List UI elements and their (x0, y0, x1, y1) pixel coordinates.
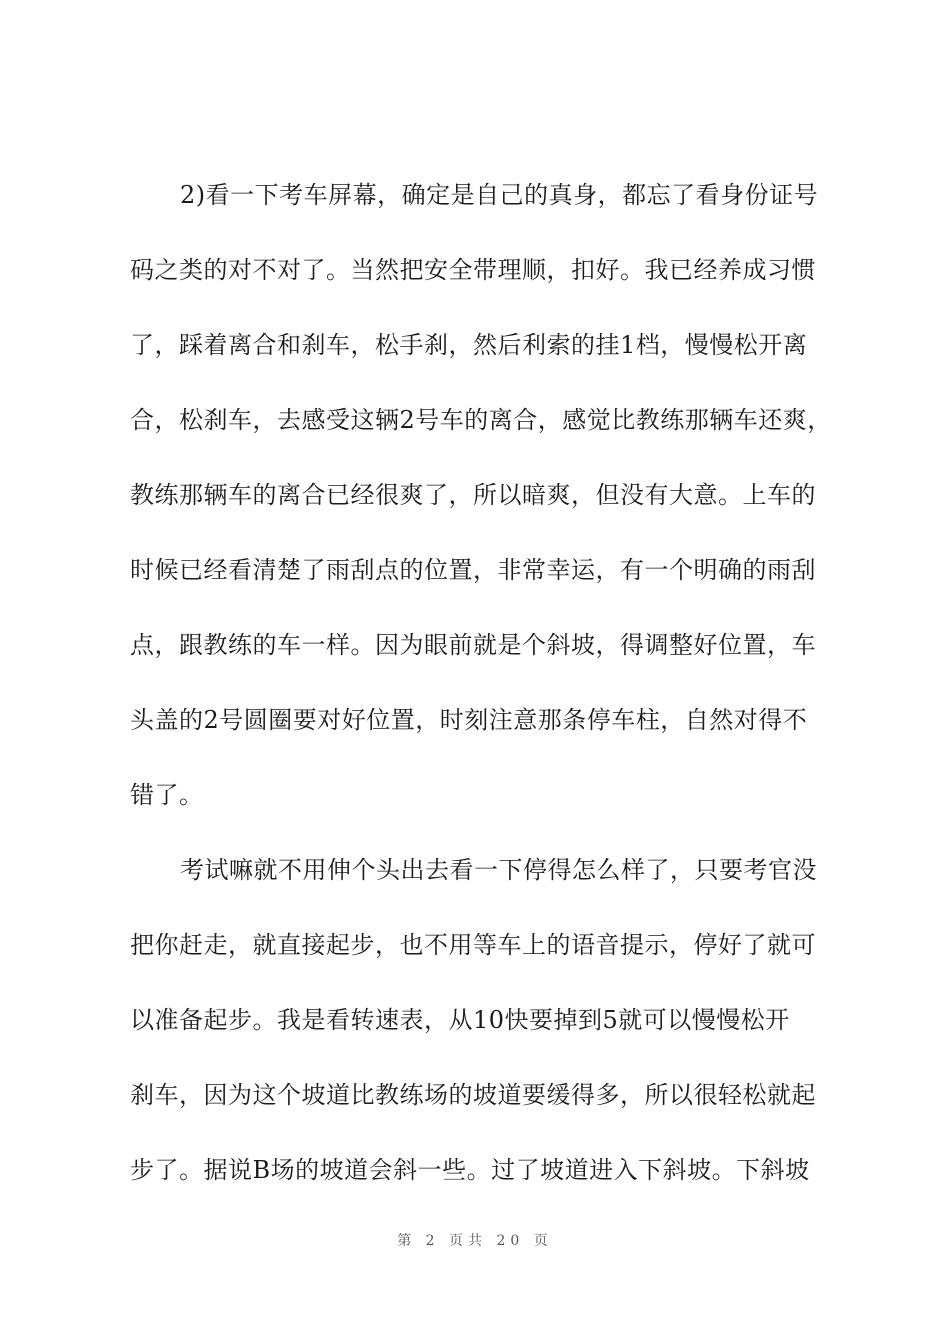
paragraph1-line: 点，跟教练的车一样。因为眼前就是个斜坡，得调整好位置，车 (130, 631, 816, 659)
paragraph1-line: 码之类的对不对了。当然把安全带理顺，扣好。我已经养成习惯 (130, 256, 816, 284)
paragraph2-line: 以准备起步。我是看转速表，从10快要掉到5就可以慢慢松开 (130, 1006, 790, 1034)
paragraph2-line: 刹车，因为这个坡道比教练场的坡道要缓得多，所以很轻松就起 (130, 1081, 816, 1109)
paragraph2-line: 把你赶走，就直接起步，也不用等车上的语音提示，停好了就可 (130, 931, 816, 959)
paragraph1-line: 头盖的2号圆圈要对好位置，时刻注意那条停车柱，自然对得不 (130, 706, 808, 734)
paragraph2-line: 步了。据说B场的坡道会斜一些。过了坡道进入下斜坡。下斜坡 (130, 1156, 810, 1184)
paragraph1-line: 了，踩着离合和刹车，松手刹，然后利索的挂1档，慢慢松开离 (130, 331, 808, 359)
paragraph1-line: 时候已经看清楚了雨刮点的位置，非常幸运，有一个明确的雨刮 (130, 556, 816, 584)
paragraph1-line: 合，松刹车，去感受这辆2号车的离合，感觉比教练那辆车还爽， (130, 406, 832, 434)
paragraph2-line: 考试嘛就不用伸个头出去看一下停得怎么样了，只要考官没 (180, 856, 817, 884)
paragraph1-line: 错了。 (130, 781, 204, 809)
paragraph1-line: 教练那辆车的离合已经很爽了，所以暗爽，但没有大意。上车的 (130, 481, 816, 509)
paragraph1-line: 2)看一下考车屏幕，确定是自己的真身，都忘了看身份证号 (180, 181, 819, 209)
page-footer: 第 2 页共 20 页 (397, 1233, 553, 1249)
